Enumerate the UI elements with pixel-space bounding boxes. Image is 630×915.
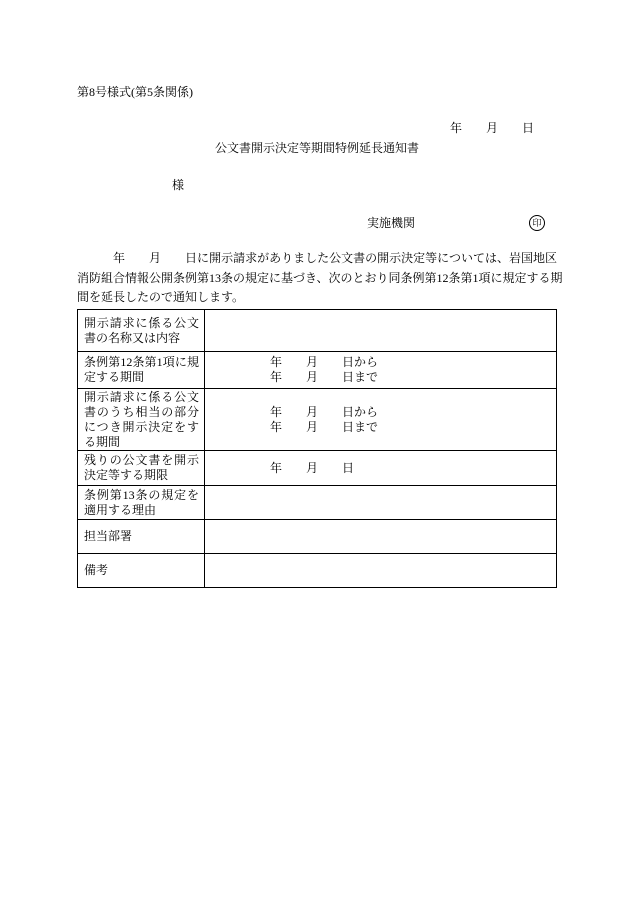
row-label-line: 担当部署 — [84, 529, 133, 543]
row-label-line: 残りの公文書を開示 — [84, 453, 199, 467]
period-end-date: 年 月 日まで — [270, 370, 379, 384]
issue-date: 年 月 日 — [450, 121, 535, 135]
period-end-date: 年 月 日まで — [270, 419, 379, 434]
notice-body — [77, 249, 563, 308]
form-number: 第8号様式(第5条関係) — [77, 85, 193, 99]
row-value-cell — [205, 389, 556, 450]
row-value-cell — [205, 352, 556, 388]
row-value-cell — [205, 554, 556, 587]
row-label-cell — [78, 389, 205, 450]
issuer-label: 実施機関 — [367, 216, 416, 230]
row-label-line: 開示請求に係る公文 — [84, 389, 199, 404]
row-label-line: 決定等する期限 — [84, 468, 169, 482]
table-row-requested-document — [78, 310, 556, 352]
row-label-line: 定する期間 — [84, 370, 145, 384]
row-label-line: 適用する理由 — [84, 502, 157, 517]
table-row-remaining-deadline — [78, 451, 556, 486]
row-label-line: 書のうち相当の部分 — [84, 404, 199, 419]
seal-icon: 印 — [529, 215, 545, 231]
row-label-line: 条例第13条の規定を — [84, 487, 199, 502]
table-row-standard-period — [78, 352, 556, 389]
row-label-cell — [78, 310, 205, 351]
row-label-line: 書の名称又は内容 — [84, 330, 181, 345]
notice-body-line: 年 月 日に開示請求がありました公文書の開示決定等については、岩国地区 — [77, 251, 557, 265]
row-value-cell — [205, 310, 556, 351]
notice-body-line: 消防組合情報公開条例第13条の規定に基づき、次のとおり同条例第12条第1項に規定する期 — [77, 270, 563, 285]
table-row-department — [78, 520, 556, 554]
row-label-cell — [78, 554, 205, 587]
recipient-honorific: 様 — [172, 178, 185, 192]
row-label-line: 条例第12条第1項に規 — [84, 355, 199, 369]
period-start-date: 年 月 日から — [270, 355, 379, 369]
row-value-cell — [205, 451, 556, 485]
table-row-remarks — [78, 554, 556, 587]
row-label-cell — [78, 486, 205, 519]
row-label-line: 備考 — [84, 563, 109, 577]
row-label-cell — [78, 520, 205, 553]
row-value-cell — [205, 486, 556, 519]
row-label-line: る期間 — [84, 434, 121, 449]
table-row-extension-reason — [78, 486, 556, 520]
row-value-cell — [205, 520, 556, 553]
deadline-date: 年 月 日 — [270, 460, 355, 475]
row-label-cell — [78, 352, 205, 388]
row-label-line: につき開示決定をす — [84, 419, 199, 434]
row-label-cell — [78, 451, 205, 485]
extension-details-table — [77, 309, 557, 588]
period-start-date: 年 月 日から — [270, 404, 379, 419]
row-label-line: 開示請求に係る公文 — [84, 315, 199, 330]
table-row-partial-decision-period — [78, 389, 556, 451]
document-title: 公文書開示決定等期間特例延長通知書 — [214, 141, 419, 155]
notice-body-line: 間を延長したので通知します。 — [77, 290, 245, 304]
